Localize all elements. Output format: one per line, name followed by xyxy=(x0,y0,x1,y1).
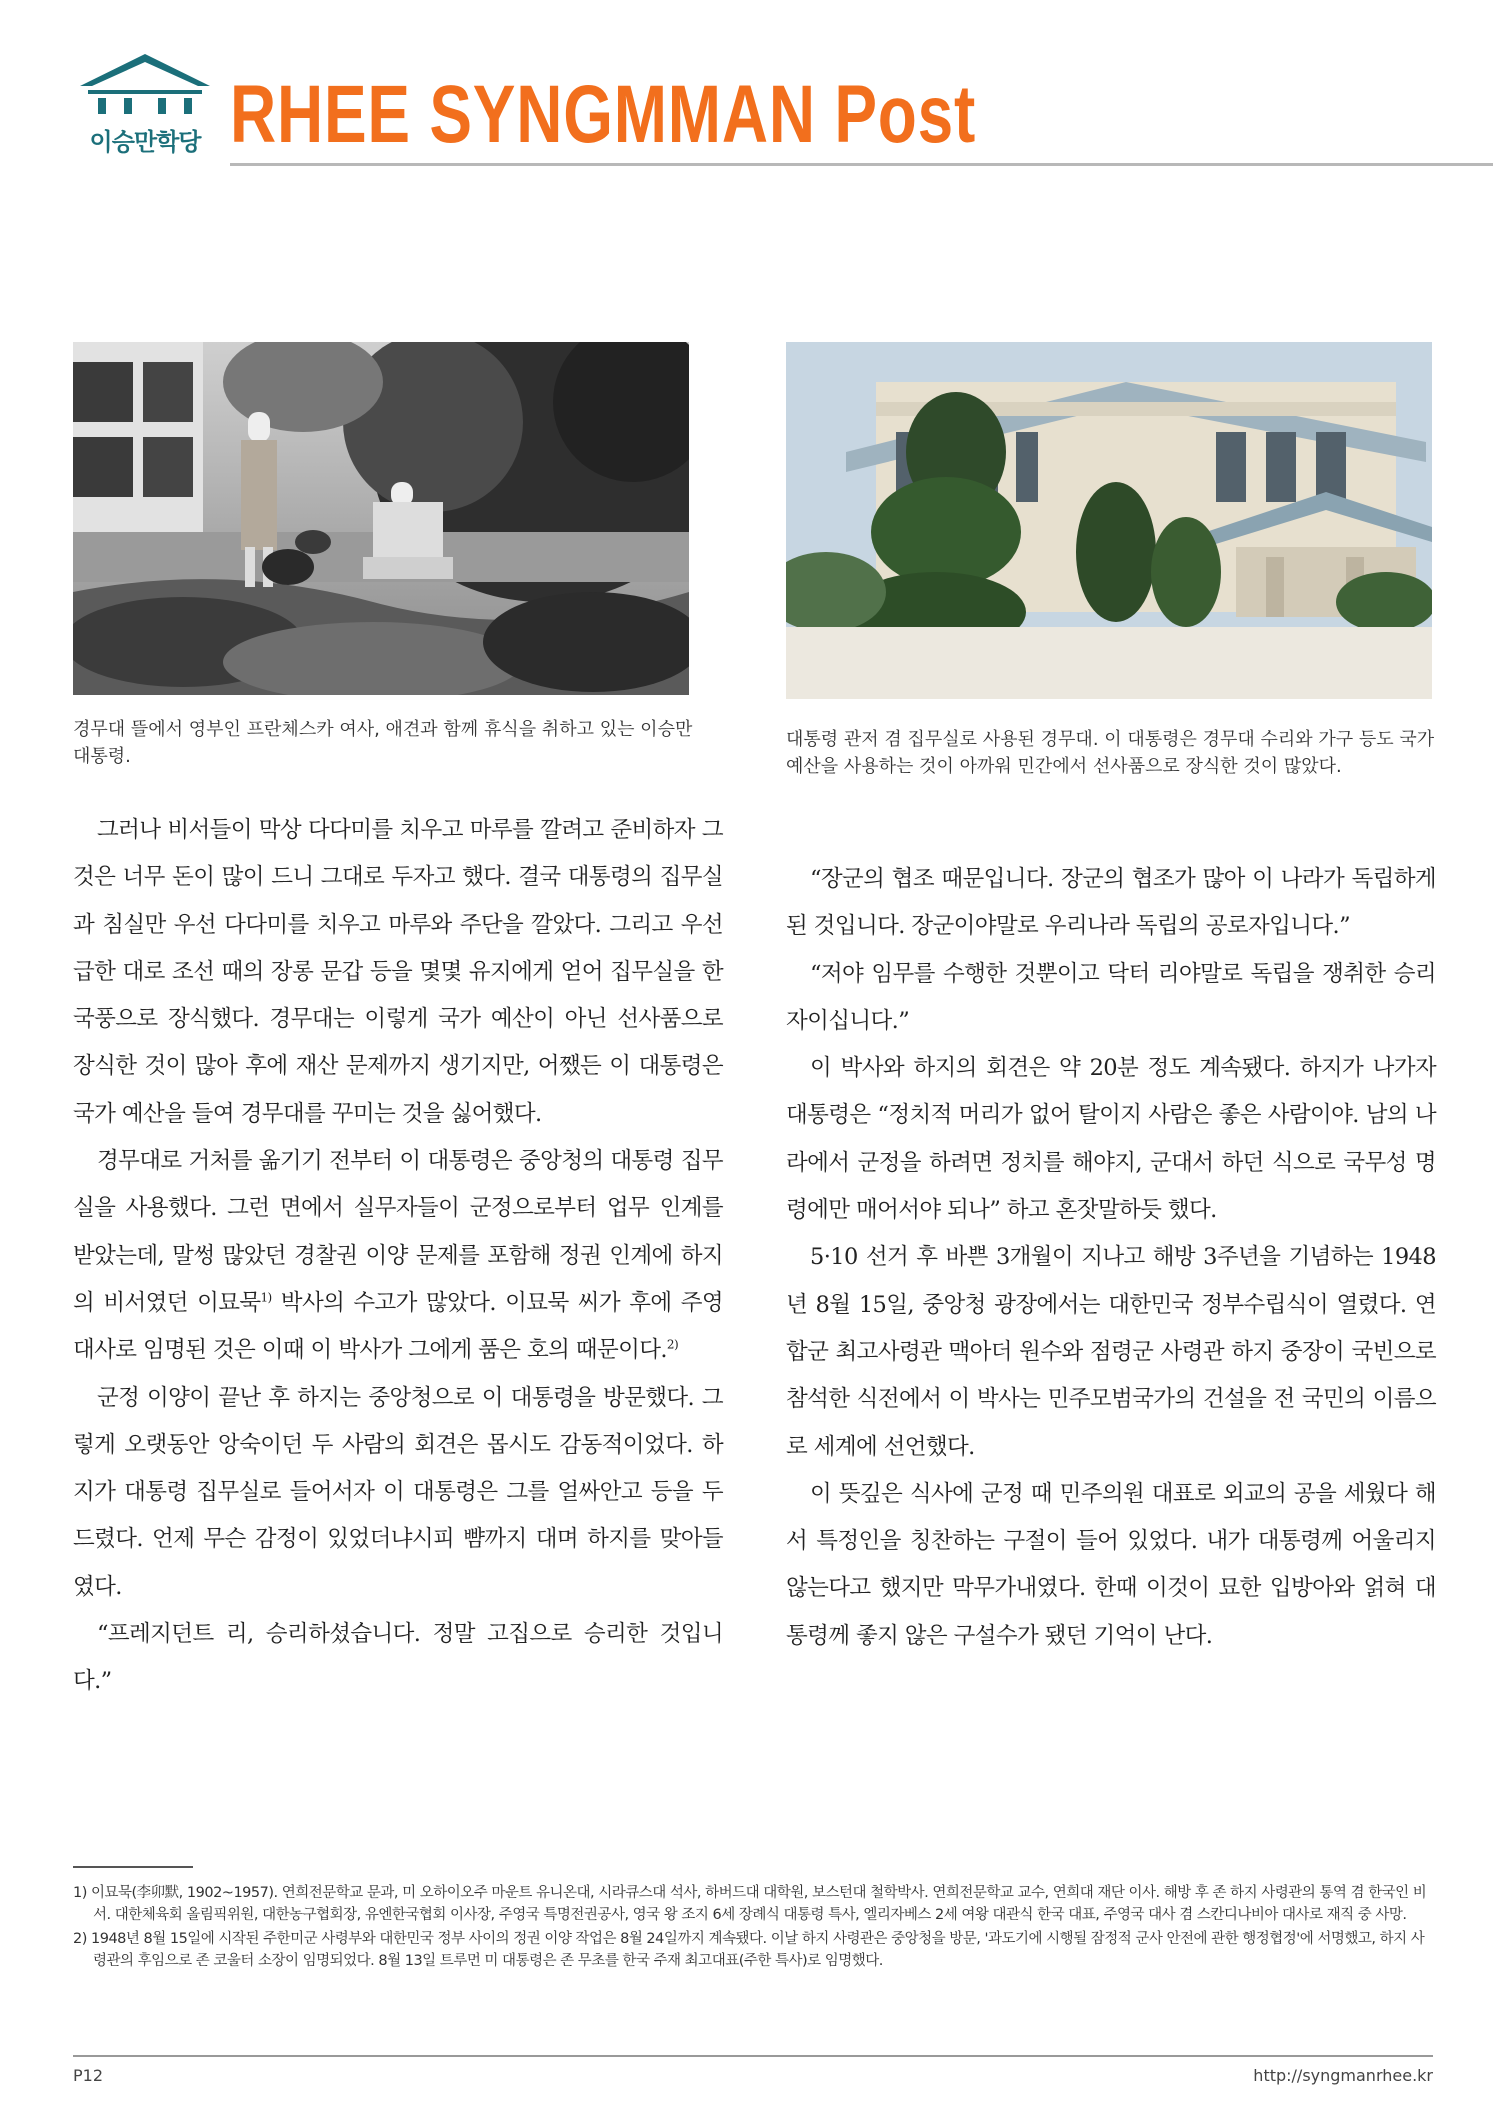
logo xyxy=(70,50,220,160)
logo-text: 이승만학당 xyxy=(89,128,201,156)
paragraph: “저야 임무를 수행한 것뿐이고 닥터 리야말로 독립을 쟁취한 승리자이십니다.” xyxy=(786,960,1436,1034)
article-column-left xyxy=(73,807,723,1706)
footnote-1: 1) 이묘묵(李卯默, 1902~1957). 연희전문학교 문과, 미 오하이오주 마운트 유니온대, 시라큐스대 석사, 하버드대 대학원, 보스턴대 철학박사. 연희전문학교 교수, 연희대 재단 이사. 해방 후 존 하지 사령관의 통역 겸 한국인 비서. 대한체육회 올림픽위원, 대한농구협회장, 유엔한국협회 이사장, 주영국 특명전권공사, 영국 왕 조지 6세 장례식 대통령 특사, 엘리자베스 2세 여왕 대관식 한국 대표, 주영국 대사 겸 스칸디나비아 대사로 재직 중 사망. xyxy=(73,1885,1427,1923)
photo-caption-left: 경무대 뜰에서 영부인 프란체스카 여사, 애견과 함께 휴식을 취하고 있는 이승만 대통령. xyxy=(73,719,693,767)
publication-title: RHEE SYNGMMAN Post xyxy=(230,69,977,160)
footnote-ref-2: 2) xyxy=(666,1337,679,1352)
paragraph: 이 박사와 하지의 회견은 약 20분 정도 계속됐다. 하지가 나가자 대통령은 “정치적 머리가 없어 탈이지 사람은 좋은 사람이야. 남의 나라에서 군정을 하려면 정치를 해야지, 군대서 하던 식으로 국무성 명령에만 매어서야 되나” 하고 혼잣말하듯 했다. xyxy=(786,1055,1436,1224)
website-url[interactable]: http://syngmanrhee.kr xyxy=(1253,2066,1433,2085)
house-icon xyxy=(70,50,220,124)
footnote-ref-1: 1) xyxy=(260,1290,272,1305)
text-run: 박사의 수고가 많았다. 이묘묵 씨가 후에 주영 대사로 임명된 것은 이때 이 박사가 그에게 품은 호의 때문이다. xyxy=(73,1289,723,1364)
footnote-2: 2) 1948년 8월 15일에 시작된 주한미군 사령부와 대한민국 정부 사이의 정권 이양 작업은 8월 24일까지 계속됐다. 이날 하지 사령관은 중앙청을 방문, '과도기에 시행될 잠정적 군사 안전에 관한 행정협정'에 서명했고, 하지 사령관의 후임으로 존 코울터 소장이 임명되었다. 8월 13일 트루먼 미 대통령은 존 무초를 한국 주재 최고대표(주한 특사)로 임명했다. xyxy=(73,1931,1425,1969)
paragraph xyxy=(73,1138,723,1374)
article-column-right xyxy=(786,856,1436,1660)
header-rule xyxy=(230,163,1493,166)
page-header xyxy=(70,50,1430,170)
footnote-rule xyxy=(73,1866,193,1868)
footnotes xyxy=(73,1882,1433,1974)
paragraph: “프레지던트 리, 승리하셨습니다. 정말 고집으로 승리한 것입니다.” xyxy=(73,1621,723,1695)
paragraph: 그러나 비서들이 막상 다다미를 치우고 마루를 깔려고 준비하자 그것은 너무 돈이 많이 드니 그대로 두자고 했다. 결국 대통령의 집무실과 침실만 우선 다다미를 치우고 마루와 주단을 깔았다. 그리고 우선 급한 대로 조선 때의 장롱 문갑 등을 몇몇 유지에게 얻어 집무실을 한국풍으로 장식했다. 경무대는 이렇게 국가 예산이 아닌 선사품으로 장식한 것이 많아 후에 재산 문제까지 생기지만, 어쨌든 이 대통령은 국가 예산을 들여 경무대를 꾸미는 것을 싫어했다. xyxy=(73,817,723,1127)
photo-gyeongmudae xyxy=(786,342,1432,699)
photo-garden-rest xyxy=(73,342,689,695)
paragraph: 5·10 선거 후 바쁜 3개월이 지나고 해방 3주년을 기념하는 1948년 8월 15일, 중앙청 광장에서는 대한민국 정부수립식이 열렸다. 연합군 최고사령관 맥아더 원수와 점령군 사령관 하지 중장이 국빈으로 참석한 식전에서 이 박사는 민주모범국가의 건설을 전 국민의 이름으로 세계에 선언했다. xyxy=(786,1244,1436,1460)
page-number: P12 xyxy=(73,2066,104,2085)
paragraph: “장군의 협조 때문입니다. 장군의 협조가 많아 이 나라가 독립하게 된 것입니다. 장군이야말로 우리나라 독립의 공로자입니다.” xyxy=(786,866,1436,940)
paragraph: 군정 이양이 끝난 후 하지는 중앙청으로 이 대통령을 방문했다. 그렇게 오랫동안 앙숙이던 두 사람의 회견은 몹시도 감동적이었다. 하지가 대통령 집무실로 들어서자 이 대통령은 그를 얼싸안고 등을 두드렸다. 언제 무슨 감정이 있었더냐시피 뺨까지 대며 하지를 맞아들였다. xyxy=(73,1384,723,1600)
text-run: 경무대로 거처를 옮기기 전부터 이 대통령은 중앙청의 대통령 집무실을 사용했다. 그런 면에서 실무자들이 군정으로부터 업무 인계를 받았는데, 말썽 많았던 경찰권 이양 문제를 포함해 정권 인계에 하지의 비서였던 이묘묵 xyxy=(73,1148,723,1316)
paragraph: 이 뜻깊은 식사에 군정 때 민주의원 대표로 외교의 공을 세웠다 해서 특정인을 칭찬하는 구절이 들어 있었다. 내가 대통령께 어울리지 않는다고 했지만 막무가내였다. 한때 이것이 묘한 입방아와 얽혀 대통령께 좋지 않은 구설수가 됐던 기억이 난다. xyxy=(786,1480,1436,1649)
photo-caption-right: 대통령 관저 겸 집무실로 사용된 경무대. 이 대통령은 경무대 수리와 가구 등도 국가 예산을 사용하는 것이 아까워 민간에서 선사품으로 장식한 것이 많았다. xyxy=(786,729,1435,777)
footer-rule xyxy=(73,2055,1433,2057)
